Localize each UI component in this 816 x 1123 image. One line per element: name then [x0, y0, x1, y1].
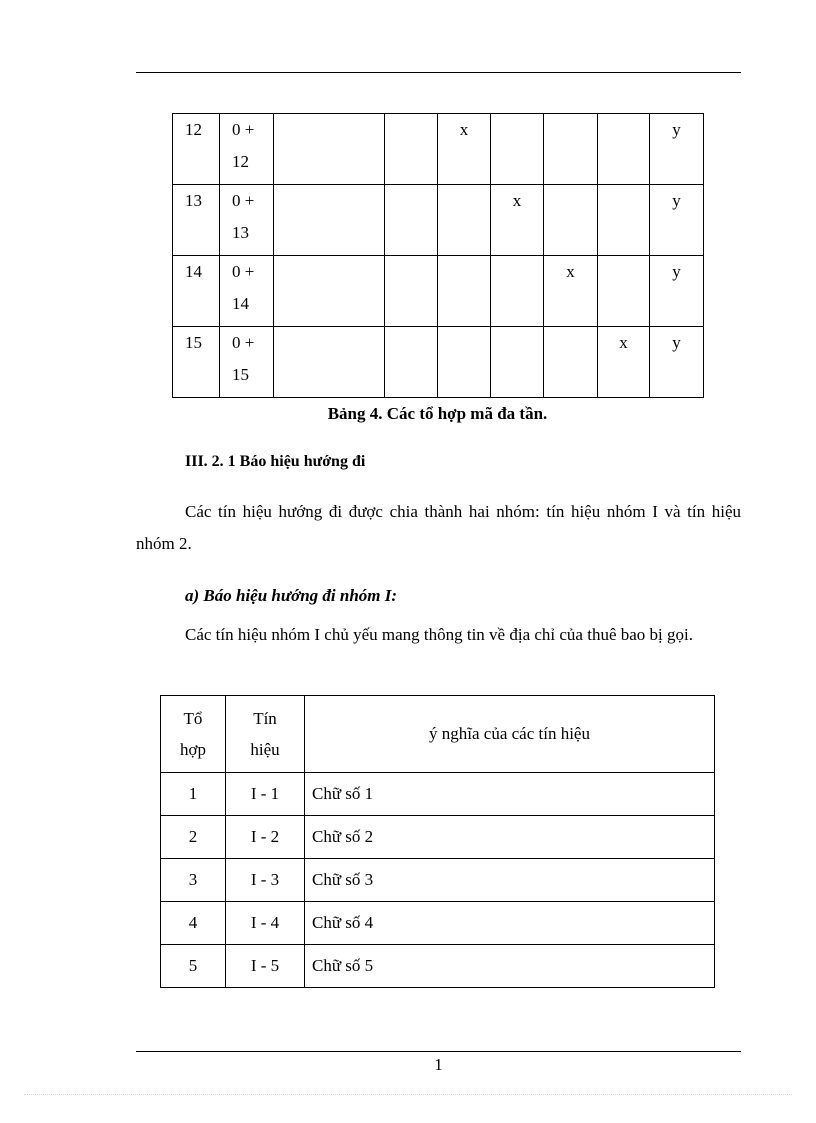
table-row	[173, 256, 704, 327]
frequency-mark-cell	[274, 114, 385, 185]
frequency-mark-cell	[385, 185, 438, 256]
code-line: 15	[232, 365, 249, 384]
multifrequency-code-table	[172, 113, 704, 398]
page-bottom-dotted-line	[24, 1094, 792, 1095]
header-signal-line1: Tín	[253, 709, 277, 728]
combination-cell: 1	[161, 773, 226, 816]
footer-rule	[136, 1051, 741, 1052]
section-heading: III. 2. 1 Báo hiệu hướng đi	[185, 453, 366, 470]
frequency-mark-cell: x	[438, 114, 491, 185]
code-line: 0 +	[232, 262, 255, 281]
frequency-mark-cell	[598, 185, 650, 256]
code-line: 0 +	[232, 333, 255, 352]
row-number-cell: 12	[173, 114, 220, 185]
table-row	[161, 816, 715, 859]
paragraph-group-i: Các tín hiệu nhóm I chủ yếu mang thông tin về địa chỉ của thuê bao bị gọi.	[185, 625, 693, 644]
frequency-mark-cell: y	[650, 256, 704, 327]
subheading-group-i: a) Báo hiệu hướng đi nhóm I:	[185, 586, 398, 605]
frequency-mark-cell: x	[491, 185, 544, 256]
frequency-mark-cell	[491, 327, 544, 398]
table-row	[161, 859, 715, 902]
code-cell	[220, 185, 274, 256]
row-number-cell: 13	[173, 185, 220, 256]
signal-cell: I - 1	[226, 773, 305, 816]
table-row	[173, 114, 704, 185]
combination-cell: 4	[161, 902, 226, 945]
signal-cell: I - 2	[226, 816, 305, 859]
frequency-mark-cell: x	[598, 327, 650, 398]
page-number: 1	[434, 1055, 443, 1074]
code-cell	[220, 114, 274, 185]
table-row	[161, 945, 715, 988]
frequency-mark-cell	[598, 114, 650, 185]
header-combination	[161, 696, 226, 773]
code-line: 13	[232, 223, 249, 242]
frequency-mark-cell	[385, 114, 438, 185]
code-cell	[220, 327, 274, 398]
frequency-mark-cell	[385, 327, 438, 398]
group-i-signal-table	[160, 695, 715, 988]
meaning-cell: Chữ số 1	[305, 773, 715, 816]
table-row	[173, 327, 704, 398]
frequency-mark-cell	[544, 114, 598, 185]
table-header-row	[161, 696, 715, 773]
meaning-cell: Chữ số 2	[305, 816, 715, 859]
table-caption: Bảng 4. Các tổ hợp mã đa tần.	[327, 404, 548, 423]
frequency-mark-cell: y	[650, 114, 704, 185]
code-cell	[220, 256, 274, 327]
frequency-mark-cell	[544, 327, 598, 398]
table-row	[161, 773, 715, 816]
code-line: 0 +	[232, 191, 255, 210]
row-number-cell: 14	[173, 256, 220, 327]
header-rule	[136, 72, 741, 73]
code-line: 0 +	[232, 120, 255, 139]
frequency-mark-cell: y	[650, 185, 704, 256]
header-signal	[226, 696, 305, 773]
frequency-mark-cell	[274, 185, 385, 256]
frequency-mark-cell	[544, 185, 598, 256]
frequency-mark-cell	[438, 256, 491, 327]
signal-cell: I - 4	[226, 902, 305, 945]
header-combination-line2: hợp	[180, 740, 206, 759]
frequency-mark-cell: y	[650, 327, 704, 398]
meaning-cell: Chữ số 4	[305, 902, 715, 945]
signal-cell: I - 3	[226, 859, 305, 902]
code-line: 12	[232, 152, 249, 171]
row-number-cell: 15	[173, 327, 220, 398]
frequency-mark-cell	[274, 327, 385, 398]
frequency-mark-cell: x	[544, 256, 598, 327]
code-line: 14	[232, 294, 249, 313]
header-meaning: ý nghĩa của các tín hiệu	[305, 696, 715, 773]
signal-cell: I - 5	[226, 945, 305, 988]
combination-cell: 2	[161, 816, 226, 859]
combination-cell: 5	[161, 945, 226, 988]
meaning-cell: Chữ số 3	[305, 859, 715, 902]
combination-cell: 3	[161, 859, 226, 902]
frequency-mark-cell	[438, 327, 491, 398]
frequency-mark-cell	[598, 256, 650, 327]
meaning-cell: Chữ số 5	[305, 945, 715, 988]
frequency-mark-cell	[491, 256, 544, 327]
frequency-mark-cell	[491, 114, 544, 185]
header-combination-line1: Tổ	[183, 709, 203, 728]
frequency-mark-cell	[438, 185, 491, 256]
frequency-mark-cell	[274, 256, 385, 327]
paragraph-forward-signals: Các tín hiệu hướng đi được chia thành hai nhóm: tín hiệu nhóm I và tín hiệu nhóm 2.	[136, 502, 741, 553]
header-signal-line2: hiệu	[250, 740, 280, 759]
frequency-mark-cell	[385, 256, 438, 327]
table-row	[173, 185, 704, 256]
table-row	[161, 902, 715, 945]
